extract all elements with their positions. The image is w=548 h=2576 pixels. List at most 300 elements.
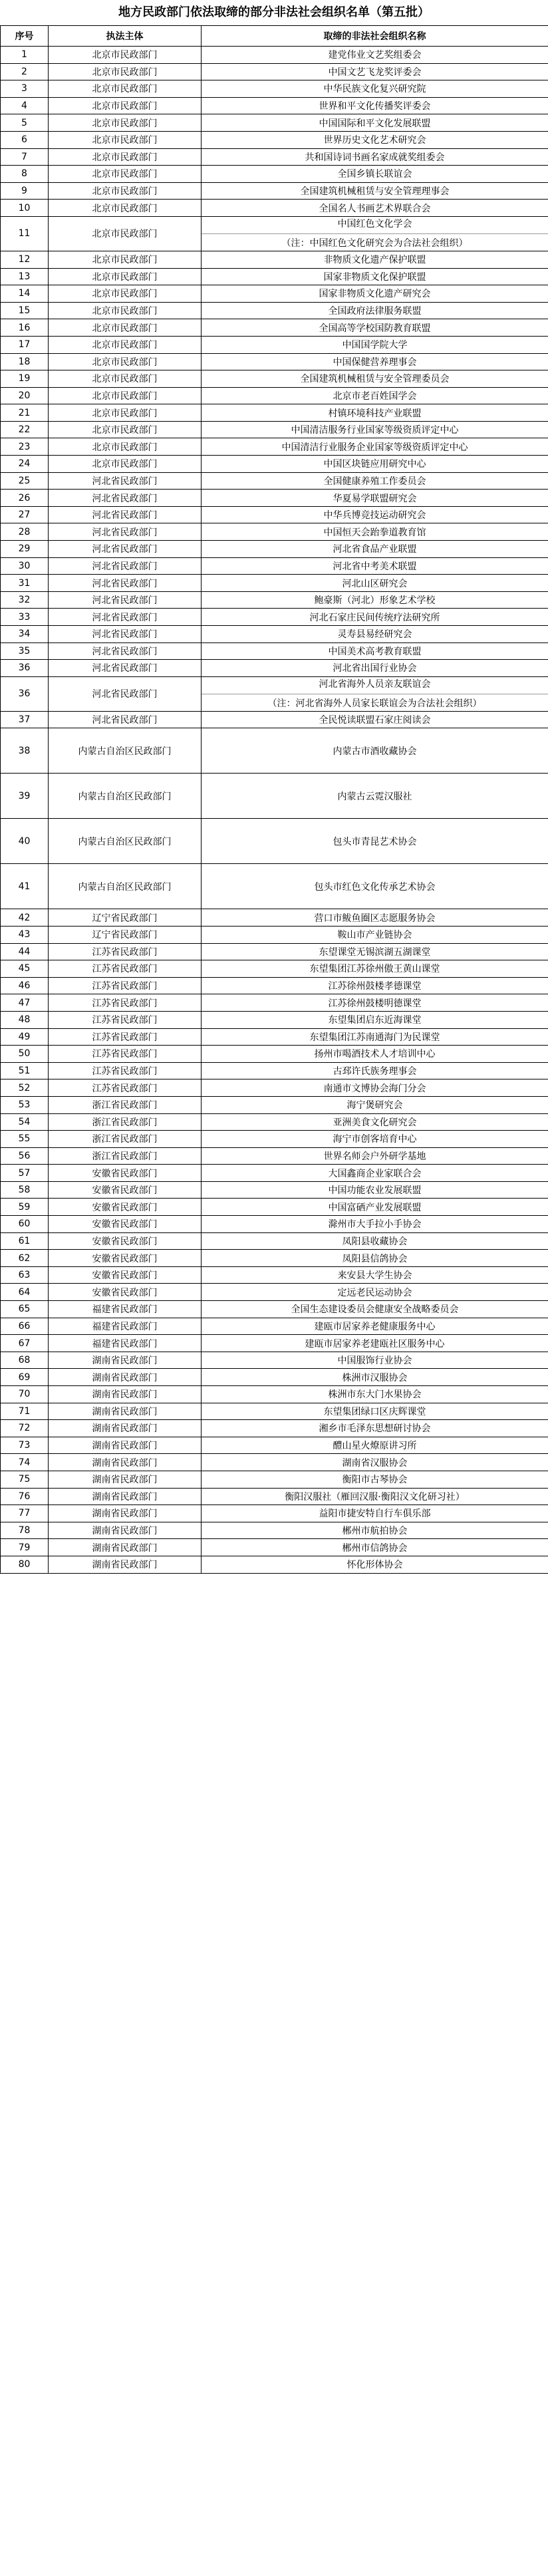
row-number: 51 [1, 1062, 49, 1079]
row-number: 26 [1, 490, 49, 507]
row-organization: 河北省出国行业协会 [202, 660, 548, 677]
row-authority: 河北省民政部门 [49, 676, 202, 711]
row-organization: 湘乡市毛泽东思想研讨协会 [202, 1420, 548, 1437]
table-row [1, 643, 548, 660]
table-row [1, 541, 548, 558]
row-organization: 营口市鲅鱼圈区志愿服务协会 [202, 909, 548, 927]
row-authority: 北京市民政部门 [49, 166, 202, 183]
row-authority: 安徽省民政部门 [49, 1199, 202, 1216]
row-organization: 湖南省汉服协会 [202, 1454, 548, 1471]
table-row [1, 626, 548, 643]
row-organization: 全国政府法律服务联盟 [202, 302, 548, 319]
row-authority: 湖南省民政部门 [49, 1437, 202, 1454]
row-number: 29 [1, 541, 49, 558]
table-row [1, 1318, 548, 1335]
row-authority: 北京市民政部门 [49, 131, 202, 148]
row-authority: 湖南省民政部门 [49, 1369, 202, 1386]
row-number: 77 [1, 1505, 49, 1522]
row-organization: 建党伟业文艺奖组委会 [202, 47, 548, 64]
table-row [1, 97, 548, 114]
row-organization: 醴山星火燎原讲习所 [202, 1437, 548, 1454]
row-authority: 江苏省民政部门 [49, 1062, 202, 1079]
row-number: 15 [1, 302, 49, 319]
row-number: 64 [1, 1284, 49, 1301]
row-number: 38 [1, 728, 49, 774]
row-authority: 湖南省民政部门 [49, 1352, 202, 1369]
table-row [1, 864, 548, 909]
row-authority: 河北省民政部门 [49, 490, 202, 507]
row-number: 75 [1, 1471, 49, 1488]
row-organization: 世界历史文化艺术研究会 [202, 131, 548, 148]
row-number: 78 [1, 1522, 49, 1539]
row-number: 35 [1, 643, 49, 660]
row-number: 49 [1, 1028, 49, 1046]
row-number: 20 [1, 387, 49, 404]
row-organization: 凤阳县收藏协会 [202, 1232, 548, 1250]
row-number: 67 [1, 1335, 49, 1352]
row-number: 63 [1, 1266, 49, 1284]
row-authority: 河北省民政部门 [49, 643, 202, 660]
row-authority: 河北省民政部门 [49, 557, 202, 575]
row-number: 72 [1, 1420, 49, 1437]
row-number: 21 [1, 404, 49, 422]
row-authority: 河北省民政部门 [49, 591, 202, 609]
row-organization: 中国清洁服务行业国家等级资质评定中心 [202, 421, 548, 438]
table-row [1, 609, 548, 626]
row-authority: 河北省民政部门 [49, 660, 202, 677]
row-authority: 安徽省民政部门 [49, 1216, 202, 1233]
row-number: 62 [1, 1250, 49, 1267]
row-organization: 内蒙古云霓汉服社 [202, 774, 548, 819]
row-authority: 北京市民政部门 [49, 456, 202, 473]
row-authority: 北京市民政部门 [49, 216, 202, 251]
row-number: 59 [1, 1199, 49, 1216]
table-row [1, 1386, 548, 1403]
table-row [1, 1147, 548, 1165]
table-row [1, 1181, 548, 1199]
row-organization: 全国建筑机械租赁与安全管理理事会 [202, 182, 548, 200]
row-authority: 福建省民政部门 [49, 1301, 202, 1318]
row-authority: 内蒙古自治区民政部门 [49, 728, 202, 774]
table-row [1, 1301, 548, 1318]
row-organization: 江苏徐州鼓楼孝德课堂 [202, 977, 548, 994]
row-number: 47 [1, 994, 49, 1012]
row-number: 36 [1, 660, 49, 677]
row-organization: 北京市老百姓国学会 [202, 387, 548, 404]
table-row [1, 319, 548, 337]
row-organization: 凤阳县信鸽协会 [202, 1250, 548, 1267]
table-row [1, 1011, 548, 1028]
row-organization: 中国富硒产业发展联盟 [202, 1199, 548, 1216]
row-number: 79 [1, 1539, 49, 1556]
table-row [1, 182, 548, 200]
row-authority: 湖南省民政部门 [49, 1522, 202, 1539]
row-authority: 湖南省民政部门 [49, 1386, 202, 1403]
row-number: 10 [1, 200, 49, 217]
row-number: 70 [1, 1386, 49, 1403]
row-authority: 湖南省民政部门 [49, 1403, 202, 1420]
table-row [1, 960, 548, 978]
row-organization: 郴州市信鸽协会 [202, 1539, 548, 1556]
row-number: 80 [1, 1556, 49, 1573]
row-organization: 全国健康养殖工作委员会 [202, 472, 548, 490]
row-organization: 非物质文化遗产保护联盟 [202, 251, 548, 268]
table-row [1, 1079, 548, 1097]
row-authority: 福建省民政部门 [49, 1335, 202, 1352]
row-authority: 福建省民政部门 [49, 1318, 202, 1335]
table-row [1, 1471, 548, 1488]
table-row [1, 114, 548, 132]
table-row [1, 1028, 548, 1046]
table-row [1, 63, 548, 80]
row-organization: 全国生态建设委员会健康安全战略委员会 [202, 1301, 548, 1318]
table-row [1, 1556, 548, 1573]
row-authority: 北京市民政部门 [49, 148, 202, 166]
row-organization: 中国恒天会跆拳道教育馆 [202, 523, 548, 541]
row-number: 68 [1, 1352, 49, 1369]
table-row [1, 711, 548, 728]
row-organization: 中国国学院大学 [202, 336, 548, 353]
table-row [1, 1266, 548, 1284]
row-organization [202, 676, 548, 711]
row-organization: 共和国诗词书画名家成就奖组委会 [202, 148, 548, 166]
row-organization: 株洲市汉服协会 [202, 1369, 548, 1386]
row-organization: 中华兵博竞技运动研究会 [202, 506, 548, 523]
row-organization: 中国功能农业发展联盟 [202, 1181, 548, 1199]
table-row [1, 1216, 548, 1233]
row-organization: 包头市红色文化传承艺术协会 [202, 864, 548, 909]
table-row [1, 1437, 548, 1454]
table-row [1, 200, 548, 217]
row-number: 40 [1, 819, 49, 864]
row-organization: 建瓯市居家养老健康服务中心 [202, 1318, 548, 1335]
table-row [1, 1539, 548, 1556]
row-authority: 江苏省民政部门 [49, 977, 202, 994]
row-authority: 江苏省民政部门 [49, 1046, 202, 1063]
row-authority: 北京市民政部门 [49, 353, 202, 370]
document-title: 地方民政部门依法取缔的部分非法社会组织名单（第五批） [118, 5, 430, 19]
table-row [1, 575, 548, 592]
table-row [1, 336, 548, 353]
row-authority: 北京市民政部门 [49, 200, 202, 217]
table-row [1, 166, 548, 183]
row-number: 37 [1, 711, 49, 728]
row-authority: 北京市民政部门 [49, 114, 202, 132]
row-organization: 河北省食品产业联盟 [202, 541, 548, 558]
row-organization: 株洲市东大门水果协会 [202, 1386, 548, 1403]
row-authority: 河北省民政部门 [49, 575, 202, 592]
row-authority: 北京市民政部门 [49, 319, 202, 337]
row-number: 8 [1, 166, 49, 183]
row-number: 1 [1, 47, 49, 64]
row-number: 31 [1, 575, 49, 592]
table-row [1, 909, 548, 927]
row-organization: 河北山区研究会 [202, 575, 548, 592]
row-authority: 北京市民政部门 [49, 387, 202, 404]
table-row [1, 591, 548, 609]
row-organization: 鲍豪斯（河北）形象艺术学校 [202, 591, 548, 609]
row-organization: 全国建筑机械租赁与安全管理委员会 [202, 370, 548, 388]
row-number: 56 [1, 1147, 49, 1165]
table-row [1, 1522, 548, 1539]
table-row [1, 404, 548, 422]
header-no: 序号 [1, 26, 49, 47]
row-organization: 衡阳汉服社（雁回汉服·衡阳汉文化研习社） [202, 1488, 548, 1505]
table-row [1, 977, 548, 994]
row-authority: 湖南省民政部门 [49, 1488, 202, 1505]
row-organization: 全国乡镇长联谊会 [202, 166, 548, 183]
row-organization: 中国清洁行业服务企业国家等级资质评定中心 [202, 438, 548, 456]
organizations-table [0, 25, 548, 1574]
row-organization: 怀化形体协会 [202, 1556, 548, 1573]
table-row [1, 421, 548, 438]
row-authority: 安徽省民政部门 [49, 1266, 202, 1284]
row-organization: 中国美术高考教育联盟 [202, 643, 548, 660]
row-authority: 北京市民政部门 [49, 63, 202, 80]
table-row [1, 926, 548, 943]
row-authority: 北京市民政部门 [49, 80, 202, 98]
row-organization: 中国区块链应用研究中心 [202, 456, 548, 473]
row-number: 25 [1, 472, 49, 490]
row-organization [202, 216, 548, 251]
table-row [1, 728, 548, 774]
row-number: 9 [1, 182, 49, 200]
row-authority: 安徽省民政部门 [49, 1232, 202, 1250]
row-organization: 南通市文博协会海门分会 [202, 1079, 548, 1097]
row-authority: 河北省民政部门 [49, 506, 202, 523]
row-organization: 东望集团启东近海课堂 [202, 1011, 548, 1028]
row-authority: 湖南省民政部门 [49, 1471, 202, 1488]
row-number: 43 [1, 926, 49, 943]
row-organization: 河北石家庄民间传统疗法研究所 [202, 609, 548, 626]
row-number: 69 [1, 1369, 49, 1386]
row-organization: 来安县大学生协会 [202, 1266, 548, 1284]
row-number: 18 [1, 353, 49, 370]
organization-name: 河北省海外人员亲友联谊会 [319, 678, 431, 690]
table-row [1, 506, 548, 523]
row-organization: 古邳许氏族务理事会 [202, 1062, 548, 1079]
table-body [1, 47, 548, 1574]
row-authority: 北京市民政部门 [49, 302, 202, 319]
table-row [1, 660, 548, 677]
row-number: 36 [1, 676, 49, 711]
row-authority: 北京市民政部门 [49, 182, 202, 200]
row-authority: 安徽省民政部门 [49, 1181, 202, 1199]
row-authority: 浙江省民政部门 [49, 1147, 202, 1165]
row-organization: 郴州市航拍协会 [202, 1522, 548, 1539]
row-number: 22 [1, 421, 49, 438]
row-authority: 河北省民政部门 [49, 609, 202, 626]
table-row [1, 1250, 548, 1267]
row-authority: 浙江省民政部门 [49, 1131, 202, 1148]
row-organization: 国家非物质文化遗产研究会 [202, 285, 548, 303]
row-authority: 湖南省民政部门 [49, 1556, 202, 1573]
table-row [1, 285, 548, 303]
table-row [1, 268, 548, 285]
table-row [1, 472, 548, 490]
row-authority: 湖南省民政部门 [49, 1505, 202, 1522]
row-number: 19 [1, 370, 49, 388]
table-row [1, 456, 548, 473]
row-organization: 海宁市创客培育中心 [202, 1131, 548, 1148]
cell-divider [202, 233, 548, 234]
table-row [1, 1131, 548, 1148]
row-organization: 中国服饰行业协会 [202, 1352, 548, 1369]
row-number: 57 [1, 1165, 49, 1182]
row-authority: 北京市民政部门 [49, 97, 202, 114]
row-organization: 海宁煲研究会 [202, 1096, 548, 1113]
row-authority: 河北省民政部门 [49, 711, 202, 728]
row-organization: 国家非物质文化保护联盟 [202, 268, 548, 285]
row-authority: 北京市民政部门 [49, 421, 202, 438]
table-row [1, 1420, 548, 1437]
table-row [1, 1352, 548, 1369]
row-authority: 安徽省民政部门 [49, 1284, 202, 1301]
table-row [1, 676, 548, 711]
row-number: 33 [1, 609, 49, 626]
row-number: 71 [1, 1403, 49, 1420]
row-organization: 东望课堂无锡滨湖五湖课堂 [202, 943, 548, 960]
row-authority: 北京市民政部门 [49, 370, 202, 388]
row-authority: 北京市民政部门 [49, 47, 202, 64]
row-number: 42 [1, 909, 49, 927]
table-row [1, 774, 548, 819]
table-row [1, 557, 548, 575]
table-row [1, 1369, 548, 1386]
row-organization: 衡阳市古琴协会 [202, 1471, 548, 1488]
row-number: 46 [1, 977, 49, 994]
row-authority: 湖南省民政部门 [49, 1420, 202, 1437]
table-row [1, 1165, 548, 1182]
table-row [1, 80, 548, 98]
row-organization: 东望集团江苏徐州傲王黄山课堂 [202, 960, 548, 978]
row-organization: 世界和平文化传播奖评委会 [202, 97, 548, 114]
organization-note: （注：中国红色文化研究会为合法社会组织） [281, 237, 468, 249]
row-authority: 浙江省民政部门 [49, 1113, 202, 1131]
row-authority: 安徽省民政部门 [49, 1250, 202, 1267]
organization-name: 中国红色文化学会 [337, 218, 412, 229]
row-number: 60 [1, 1216, 49, 1233]
row-authority: 江苏省民政部门 [49, 960, 202, 978]
row-number: 50 [1, 1046, 49, 1063]
row-authority: 北京市民政部门 [49, 336, 202, 353]
row-organization: 滁州市大手拉小手协会 [202, 1216, 548, 1233]
row-number: 53 [1, 1096, 49, 1113]
table-row [1, 1335, 548, 1352]
organization-note: （注：河北省海外人员家长联谊会为合法社会组织） [267, 698, 482, 709]
row-organization: 东望集团绿口区庆辉课堂 [202, 1403, 548, 1420]
row-number: 34 [1, 626, 49, 643]
row-authority: 安徽省民政部门 [49, 1165, 202, 1182]
row-number: 3 [1, 80, 49, 98]
table-row [1, 216, 548, 251]
row-authority: 北京市民政部门 [49, 251, 202, 268]
row-number: 24 [1, 456, 49, 473]
row-authority: 江苏省民政部门 [49, 1079, 202, 1097]
table-row [1, 490, 548, 507]
row-organization: 扬州市喝酒技术人才培训中心 [202, 1046, 548, 1063]
table-row [1, 523, 548, 541]
row-number: 44 [1, 943, 49, 960]
row-organization: 江苏徐州鼓楼明德课堂 [202, 994, 548, 1012]
table-row [1, 1284, 548, 1301]
row-authority: 河北省民政部门 [49, 523, 202, 541]
row-number: 7 [1, 148, 49, 166]
row-authority: 河北省民政部门 [49, 541, 202, 558]
header-authority: 执法主体 [49, 26, 202, 47]
row-number: 39 [1, 774, 49, 819]
row-number: 41 [1, 864, 49, 909]
table-header-row [1, 26, 548, 47]
row-authority: 北京市民政部门 [49, 438, 202, 456]
row-number: 23 [1, 438, 49, 456]
table-row [1, 1505, 548, 1522]
row-number: 66 [1, 1318, 49, 1335]
row-number: 12 [1, 251, 49, 268]
row-organization: 中国国际和平文化发展联盟 [202, 114, 548, 132]
row-number: 61 [1, 1232, 49, 1250]
table-row [1, 1199, 548, 1216]
row-number: 30 [1, 557, 49, 575]
row-number: 74 [1, 1454, 49, 1471]
row-number: 32 [1, 591, 49, 609]
row-number: 65 [1, 1301, 49, 1318]
row-organization: 益阳市捷安特自行车俱乐部 [202, 1505, 548, 1522]
row-authority: 北京市民政部门 [49, 268, 202, 285]
table-row [1, 1232, 548, 1250]
table-row [1, 1403, 548, 1420]
table-row [1, 1062, 548, 1079]
row-authority: 江苏省民政部门 [49, 1028, 202, 1046]
row-organization: 亚洲美食文化研究会 [202, 1113, 548, 1131]
row-authority: 河北省民政部门 [49, 626, 202, 643]
table-row [1, 819, 548, 864]
row-organization: 鞍山市产业链协会 [202, 926, 548, 943]
row-organization: 中国文艺飞龙奖评委会 [202, 63, 548, 80]
row-number: 6 [1, 131, 49, 148]
table-row [1, 943, 548, 960]
row-authority: 内蒙古自治区民政部门 [49, 819, 202, 864]
table-row [1, 1113, 548, 1131]
row-number: 54 [1, 1113, 49, 1131]
row-number: 28 [1, 523, 49, 541]
row-organization: 灵寿县易经研究会 [202, 626, 548, 643]
row-organization: 建瓯市居家养老建瓯社区服务中心 [202, 1335, 548, 1352]
row-number: 2 [1, 63, 49, 80]
row-number: 4 [1, 97, 49, 114]
table-row [1, 1046, 548, 1063]
table-row [1, 1454, 548, 1471]
table-row [1, 370, 548, 388]
table-row [1, 251, 548, 268]
row-organization: 村镇环境科技产业联盟 [202, 404, 548, 422]
row-authority: 辽宁省民政部门 [49, 926, 202, 943]
row-organization: 中华民族文化复兴研究院 [202, 80, 548, 98]
row-organization: 大国鑫商企业家联合会 [202, 1165, 548, 1182]
row-organization: 内蒙古市酒收藏协会 [202, 728, 548, 774]
row-number: 76 [1, 1488, 49, 1505]
table-row [1, 994, 548, 1012]
row-number: 73 [1, 1437, 49, 1454]
row-authority: 辽宁省民政部门 [49, 909, 202, 927]
row-number: 11 [1, 216, 49, 251]
table-row [1, 148, 548, 166]
row-organization: 定远老民运动协会 [202, 1284, 548, 1301]
row-authority: 内蒙古自治区民政部门 [49, 864, 202, 909]
row-organization: 包头市青昆艺术协会 [202, 819, 548, 864]
row-number: 45 [1, 960, 49, 978]
row-authority: 江苏省民政部门 [49, 1011, 202, 1028]
